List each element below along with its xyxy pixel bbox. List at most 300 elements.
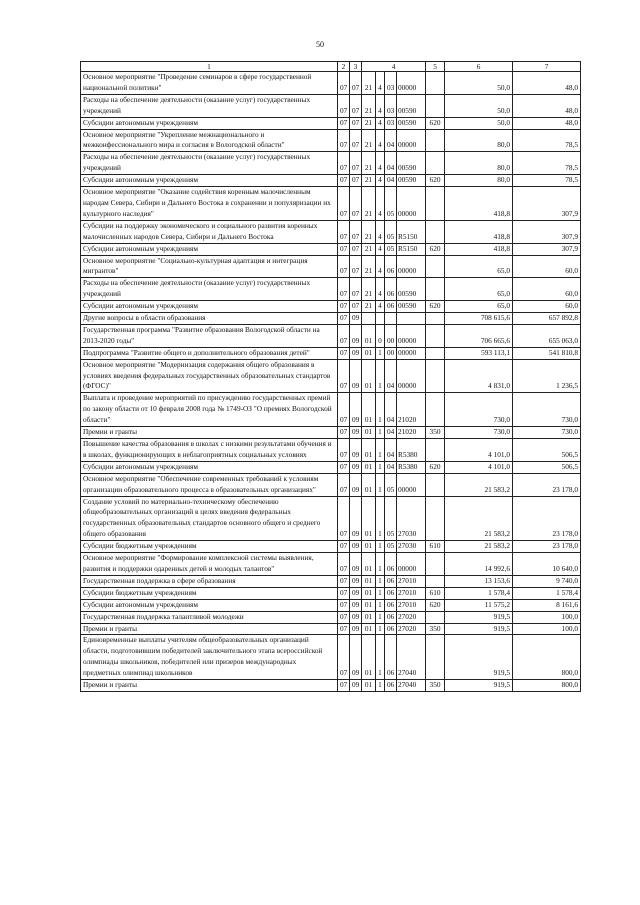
row-name: Премии и гранты	[81, 623, 338, 635]
row-expense-type-code: 620	[426, 599, 445, 611]
row-direction-code: 00000	[397, 72, 426, 95]
row-subsection-code: 07	[350, 220, 362, 243]
row-amount-plan: 21 583,2	[445, 541, 513, 553]
row-expense-type-code	[426, 553, 445, 576]
row-program-code: 21	[362, 129, 376, 152]
row-amount-fact: 307,9	[513, 220, 581, 243]
row-expense-type-code: 350	[426, 680, 445, 692]
row-activity-code: 04	[385, 461, 397, 473]
table-row	[81, 623, 581, 635]
row-subsection-code: 07	[350, 243, 362, 255]
row-section-code: 07	[338, 599, 350, 611]
row-amount-plan: 4 101,0	[445, 461, 513, 473]
row-name: Премии и гранты	[81, 680, 338, 692]
row-activity-code: 06	[385, 587, 397, 599]
row-direction-code: 27030	[397, 496, 426, 541]
row-amount-plan: 50,0	[445, 94, 513, 117]
table-row	[81, 611, 581, 623]
row-direction-code: R5150	[397, 243, 426, 255]
table-row	[81, 587, 581, 599]
row-direction-code: R5150	[397, 220, 426, 243]
row-direction-code: 00590	[397, 175, 426, 187]
row-section-code: 07	[338, 611, 350, 623]
row-expense-type-code	[426, 313, 445, 325]
row-expense-type-code: 620	[426, 243, 445, 255]
row-name: Субсидии на поддержку экономического и социального развития коренных малочисленных народов Севера, Сибири и Дальнего Востока	[81, 220, 338, 243]
row-amount-fact: 8 161,6	[513, 599, 581, 611]
row-expense-type-code	[426, 152, 445, 175]
row-section-code: 07	[338, 347, 350, 359]
row-subprogram-code: 1	[376, 635, 385, 680]
row-direction-code: 00000	[397, 473, 426, 496]
header-col-amount-plan: 6	[445, 62, 513, 72]
row-program-code: 21	[362, 301, 376, 313]
table-row	[81, 496, 581, 541]
row-expense-type-code	[426, 359, 445, 393]
row-amount-fact: 9 740,0	[513, 575, 581, 587]
row-name: Основное мероприятие "Социально-культурная адаптация и интеграция мигрантов"	[81, 255, 338, 278]
row-section-code: 07	[338, 152, 350, 175]
row-subprogram-code: 0	[376, 324, 385, 347]
row-expense-type-code	[426, 611, 445, 623]
row-activity-code: 06	[385, 575, 397, 587]
row-amount-plan: 730,0	[445, 427, 513, 439]
row-amount-fact: 730,0	[513, 393, 581, 427]
row-name: Другие вопросы в области образования	[81, 313, 338, 325]
row-section-code: 07	[338, 187, 350, 221]
row-subsection-code: 09	[350, 623, 362, 635]
row-amount-plan: 919,5	[445, 635, 513, 680]
row-amount-fact: 541 810,8	[513, 347, 581, 359]
table-row	[81, 553, 581, 576]
row-direction-code: 00000	[397, 255, 426, 278]
row-subprogram-code: 4	[376, 129, 385, 152]
row-name: Субсидии автономным учреждениям	[81, 301, 338, 313]
row-expense-type-code	[426, 473, 445, 496]
row-amount-plan: 50,0	[445, 117, 513, 129]
row-name: Субсидии автономным учреждениям	[81, 243, 338, 255]
row-subsection-code: 09	[350, 611, 362, 623]
row-amount-fact: 23 178,0	[513, 541, 581, 553]
header-col-section: 2	[338, 62, 350, 72]
row-program-code: 01	[362, 427, 376, 439]
table-row	[81, 359, 581, 393]
row-subsection-code: 09	[350, 439, 362, 462]
row-name: Основное мероприятие "Обеспечение современных требований к условиям организации образовательного процесса в образовательных организациях"	[81, 473, 338, 496]
row-activity-code: 04	[385, 359, 397, 393]
table-row	[81, 243, 581, 255]
row-direction-code: 21020	[397, 427, 426, 439]
row-subsection-code: 09	[350, 461, 362, 473]
row-amount-fact: 1 236,5	[513, 359, 581, 393]
row-amount-plan: 708 615,6	[445, 313, 513, 325]
row-activity-code	[385, 313, 397, 325]
row-program-code: 01	[362, 473, 376, 496]
row-expense-type-code	[426, 324, 445, 347]
row-name: Субсидии бюджетным учреждениям	[81, 587, 338, 599]
row-activity-code: 05	[385, 496, 397, 541]
row-amount-fact: 48,0	[513, 117, 581, 129]
row-amount-plan: 418,8	[445, 243, 513, 255]
row-name: Основное мероприятие "Проведение семинаров в сфере государственной национальной политики"	[81, 72, 338, 95]
row-subsection-code: 07	[350, 152, 362, 175]
row-activity-code: 06	[385, 301, 397, 313]
row-amount-plan: 919,5	[445, 623, 513, 635]
row-subprogram-code: 4	[376, 187, 385, 221]
row-activity-code: 00	[385, 324, 397, 347]
row-subsection-code: 09	[350, 541, 362, 553]
row-name: Субсидии автономным учреждениям	[81, 117, 338, 129]
row-section-code: 07	[338, 255, 350, 278]
row-amount-fact: 657 892,8	[513, 313, 581, 325]
row-program-code: 01	[362, 439, 376, 462]
header-col-amount-fact: 7	[513, 62, 581, 72]
row-subprogram-code: 1	[376, 359, 385, 393]
row-amount-fact: 10 640,0	[513, 553, 581, 576]
row-direction-code: 27010	[397, 599, 426, 611]
row-expense-type-code	[426, 72, 445, 95]
row-program-code: 01	[362, 393, 376, 427]
row-name: Подпрограмма "Развитие общего и дополнительного образования детей"	[81, 347, 338, 359]
row-expense-type-code	[426, 129, 445, 152]
row-subsection-code: 09	[350, 393, 362, 427]
row-direction-code: 00000	[397, 187, 426, 221]
row-subsection-code: 09	[350, 324, 362, 347]
row-section-code: 07	[338, 94, 350, 117]
row-name: Единовременные выплаты учителям общеобразовательных организаций области, подготовившим победителей заключительного этапа всероссийской олимпиады школьников, победителей или призеров международных предметных олимпиад школьников	[81, 635, 338, 680]
row-subprogram-code: 1	[376, 427, 385, 439]
row-subsection-code: 07	[350, 117, 362, 129]
row-subsection-code: 09	[350, 575, 362, 587]
row-program-code: 01	[362, 496, 376, 541]
row-subprogram-code: 4	[376, 175, 385, 187]
row-program-code: 21	[362, 255, 376, 278]
row-section-code: 07	[338, 175, 350, 187]
row-amount-fact: 730,0	[513, 427, 581, 439]
row-direction-code	[397, 313, 426, 325]
row-subprogram-code: 1	[376, 439, 385, 462]
header-col-name: 1	[81, 62, 338, 72]
row-section-code: 07	[338, 623, 350, 635]
row-program-code	[362, 313, 376, 325]
row-direction-code: 00590	[397, 117, 426, 129]
table-row	[81, 313, 581, 325]
row-subsection-code: 09	[350, 587, 362, 599]
row-program-code: 21	[362, 117, 376, 129]
row-amount-fact: 60,0	[513, 301, 581, 313]
row-subprogram-code: 1	[376, 587, 385, 599]
row-expense-type-code	[426, 94, 445, 117]
row-section-code: 07	[338, 473, 350, 496]
row-subsection-code: 09	[350, 347, 362, 359]
row-direction-code: 00000	[397, 359, 426, 393]
row-direction-code: 00590	[397, 278, 426, 301]
row-expense-type-code: 620	[426, 175, 445, 187]
row-subprogram-code: 1	[376, 553, 385, 576]
row-section-code: 07	[338, 461, 350, 473]
row-subprogram-code: 1	[376, 623, 385, 635]
row-expense-type-code	[426, 255, 445, 278]
row-program-code: 01	[362, 347, 376, 359]
row-amount-plan: 418,8	[445, 220, 513, 243]
table-header-row	[81, 62, 581, 72]
row-activity-code: 06	[385, 278, 397, 301]
table-row	[81, 427, 581, 439]
row-program-code: 01	[362, 587, 376, 599]
row-subsection-code: 09	[350, 313, 362, 325]
row-activity-code: 05	[385, 220, 397, 243]
row-activity-code: 03	[385, 117, 397, 129]
row-activity-code: 03	[385, 72, 397, 95]
row-section-code: 07	[338, 117, 350, 129]
row-expense-type-code: 610	[426, 541, 445, 553]
row-subsection-code: 09	[350, 680, 362, 692]
row-subsection-code: 07	[350, 255, 362, 278]
row-subsection-code: 07	[350, 72, 362, 95]
row-activity-code: 05	[385, 473, 397, 496]
row-activity-code: 05	[385, 541, 397, 553]
row-section-code: 07	[338, 220, 350, 243]
row-amount-plan: 50,0	[445, 72, 513, 95]
row-subsection-code: 09	[350, 473, 362, 496]
row-amount-plan: 919,5	[445, 680, 513, 692]
table-row	[81, 278, 581, 301]
row-direction-code: 27040	[397, 635, 426, 680]
row-name: Повышение качества образования в школах с низкими результатами обучения и в школах, функционирующих в неблагоприятных социальных условиях	[81, 439, 338, 462]
row-expense-type-code	[426, 187, 445, 221]
row-expense-type-code: 350	[426, 623, 445, 635]
row-expense-type-code: 350	[426, 427, 445, 439]
row-subprogram-code: 4	[376, 301, 385, 313]
row-program-code: 01	[362, 541, 376, 553]
row-amount-plan: 11 575,2	[445, 599, 513, 611]
row-amount-plan: 21 583,2	[445, 473, 513, 496]
row-amount-plan: 418,8	[445, 187, 513, 221]
row-expense-type-code	[426, 496, 445, 541]
table-row	[81, 599, 581, 611]
row-subprogram-code: 1	[376, 541, 385, 553]
row-program-code: 21	[362, 72, 376, 95]
row-activity-code: 03	[385, 94, 397, 117]
row-activity-code: 04	[385, 129, 397, 152]
row-program-code: 21	[362, 152, 376, 175]
row-amount-fact: 655 063,0	[513, 324, 581, 347]
row-direction-code: 27020	[397, 623, 426, 635]
row-expense-type-code: 620	[426, 461, 445, 473]
row-subprogram-code	[376, 313, 385, 325]
row-subprogram-code: 1	[376, 680, 385, 692]
row-subprogram-code: 1	[376, 599, 385, 611]
row-direction-code: R5380	[397, 439, 426, 462]
row-amount-plan: 13 153,6	[445, 575, 513, 587]
table-row	[81, 347, 581, 359]
row-program-code: 01	[362, 575, 376, 587]
row-direction-code: 21020	[397, 393, 426, 427]
row-subsection-code: 07	[350, 278, 362, 301]
table-row	[81, 117, 581, 129]
row-amount-fact: 1 578,4	[513, 587, 581, 599]
row-expense-type-code: 620	[426, 117, 445, 129]
row-section-code: 07	[338, 72, 350, 95]
row-activity-code: 00	[385, 347, 397, 359]
row-amount-fact: 60,0	[513, 255, 581, 278]
row-expense-type-code	[426, 278, 445, 301]
page-number: 50	[316, 40, 324, 49]
row-amount-fact: 100,0	[513, 611, 581, 623]
row-subsection-code: 07	[350, 94, 362, 117]
budget-table	[80, 61, 581, 692]
row-program-code: 21	[362, 187, 376, 221]
row-subprogram-code: 1	[376, 496, 385, 541]
row-name: Основное мероприятие "Модернизация содержания общего образования в условиях введения федеральных государственных образовательных стандартов (ФГОС)"	[81, 359, 338, 393]
row-subprogram-code: 4	[376, 243, 385, 255]
table-row	[81, 439, 581, 462]
row-subprogram-code: 4	[376, 117, 385, 129]
row-amount-plan: 4 831,0	[445, 359, 513, 393]
row-amount-fact: 506,5	[513, 461, 581, 473]
row-name: Государственная поддержка в сфере образования	[81, 575, 338, 587]
row-amount-plan: 80,0	[445, 175, 513, 187]
table-row	[81, 129, 581, 152]
table-row	[81, 187, 581, 221]
row-section-code: 07	[338, 541, 350, 553]
table-body	[81, 72, 581, 692]
row-section-code: 07	[338, 575, 350, 587]
row-section-code: 07	[338, 301, 350, 313]
row-amount-plan: 706 665,6	[445, 324, 513, 347]
row-amount-fact: 307,9	[513, 187, 581, 221]
table-row	[81, 94, 581, 117]
row-expense-type-code	[426, 439, 445, 462]
row-amount-fact: 800,0	[513, 680, 581, 692]
row-activity-code: 06	[385, 553, 397, 576]
row-section-code: 07	[338, 439, 350, 462]
table-row	[81, 175, 581, 187]
row-name: Расходы на обеспечение деятельности (оказание услуг) государственных учреждений	[81, 278, 338, 301]
row-program-code: 01	[362, 680, 376, 692]
row-subprogram-code: 4	[376, 220, 385, 243]
row-direction-code: 27010	[397, 587, 426, 599]
row-amount-fact: 307,9	[513, 243, 581, 255]
row-activity-code: 06	[385, 623, 397, 635]
row-subprogram-code: 4	[376, 278, 385, 301]
row-amount-fact: 23 178,0	[513, 496, 581, 541]
table-row	[81, 575, 581, 587]
row-direction-code: 00000	[397, 347, 426, 359]
table-row	[81, 473, 581, 496]
row-direction-code: 00590	[397, 152, 426, 175]
row-amount-plan: 21 583,2	[445, 496, 513, 541]
row-subprogram-code: 1	[376, 461, 385, 473]
row-amount-plan: 593 113,1	[445, 347, 513, 359]
row-direction-code: 00000	[397, 553, 426, 576]
row-expense-type-code	[426, 575, 445, 587]
table-row	[81, 461, 581, 473]
row-section-code: 07	[338, 359, 350, 393]
row-section-code: 07	[338, 129, 350, 152]
row-direction-code: 00590	[397, 94, 426, 117]
row-activity-code: 04	[385, 175, 397, 187]
row-amount-plan: 65,0	[445, 301, 513, 313]
table-row	[81, 541, 581, 553]
table-row	[81, 72, 581, 95]
row-expense-type-code: 620	[426, 301, 445, 313]
row-direction-code: 27030	[397, 541, 426, 553]
row-expense-type-code	[426, 635, 445, 680]
row-amount-fact: 48,0	[513, 72, 581, 95]
row-program-code: 21	[362, 243, 376, 255]
row-subprogram-code: 4	[376, 94, 385, 117]
header-col-subsection: 3	[350, 62, 362, 72]
table-row	[81, 324, 581, 347]
row-program-code: 01	[362, 461, 376, 473]
table-row	[81, 301, 581, 313]
table-row	[81, 255, 581, 278]
row-subprogram-code: 1	[376, 473, 385, 496]
row-name: Расходы на обеспечение деятельности (оказание услуг) государственных учреждений	[81, 94, 338, 117]
row-subprogram-code: 1	[376, 611, 385, 623]
row-direction-code: 00000	[397, 324, 426, 347]
header-col-expense-type: 5	[426, 62, 445, 72]
row-name: Основное мероприятие "Укрепление межнационального и межконфессионального мира и согласия в Вологодской области"	[81, 129, 338, 152]
row-section-code: 07	[338, 278, 350, 301]
row-amount-fact: 78,5	[513, 175, 581, 187]
row-program-code: 21	[362, 94, 376, 117]
row-subsection-code: 09	[350, 635, 362, 680]
row-direction-code: 27010	[397, 575, 426, 587]
row-subprogram-code: 4	[376, 255, 385, 278]
row-program-code: 01	[362, 599, 376, 611]
row-subsection-code: 07	[350, 129, 362, 152]
row-amount-plan: 65,0	[445, 278, 513, 301]
row-amount-fact: 60,0	[513, 278, 581, 301]
row-section-code: 07	[338, 324, 350, 347]
row-name: Субсидии бюджетным учреждениям	[81, 541, 338, 553]
row-amount-plan: 80,0	[445, 129, 513, 152]
row-program-code: 21	[362, 278, 376, 301]
row-program-code: 01	[362, 635, 376, 680]
row-expense-type-code	[426, 347, 445, 359]
row-expense-type-code	[426, 393, 445, 427]
row-name: Государственная поддержка талантливой молодежи	[81, 611, 338, 623]
row-activity-code: 05	[385, 187, 397, 221]
row-amount-fact: 78,5	[513, 129, 581, 152]
row-section-code: 07	[338, 393, 350, 427]
row-subprogram-code: 1	[376, 575, 385, 587]
row-program-code: 01	[362, 324, 376, 347]
row-amount-plan: 65,0	[445, 255, 513, 278]
row-section-code: 07	[338, 553, 350, 576]
row-direction-code: 27040	[397, 680, 426, 692]
row-subsection-code: 09	[350, 427, 362, 439]
row-name: Субсидии автономным учреждениям	[81, 461, 338, 473]
table-row	[81, 680, 581, 692]
row-section-code: 07	[338, 587, 350, 599]
row-expense-type-code	[426, 220, 445, 243]
row-amount-plan: 1 578,4	[445, 587, 513, 599]
row-program-code: 21	[362, 175, 376, 187]
row-subprogram-code: 1	[376, 347, 385, 359]
row-amount-plan: 4 101,0	[445, 439, 513, 462]
row-activity-code: 06	[385, 635, 397, 680]
row-name: Расходы на обеспечение деятельности (оказание услуг) государственных учреждений	[81, 152, 338, 175]
row-subsection-code: 09	[350, 553, 362, 576]
row-name: Основное мероприятие "Оказание содействия коренным малочисленным народам Севера, Сибири и Дальнего Востока в сохранении и популяризации их культурного наследия"	[81, 187, 338, 221]
table-row	[81, 220, 581, 243]
row-direction-code: 00000	[397, 129, 426, 152]
row-subsection-code: 09	[350, 359, 362, 393]
table-row	[81, 152, 581, 175]
